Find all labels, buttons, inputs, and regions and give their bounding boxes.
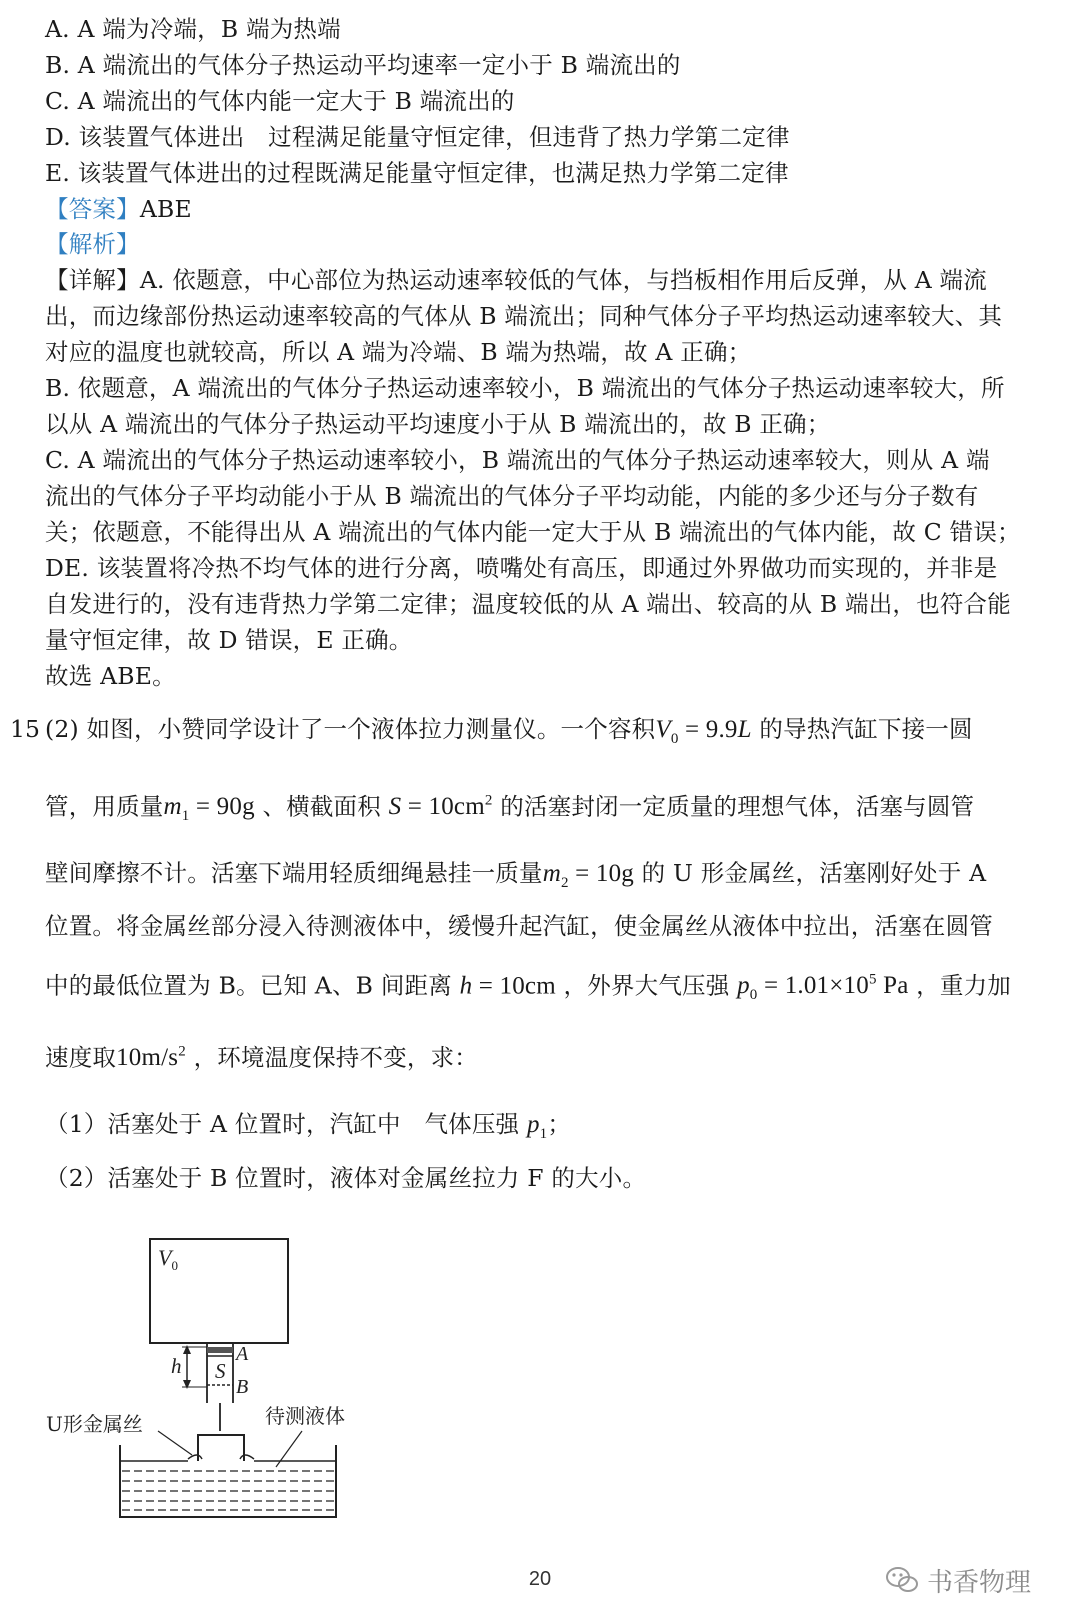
liquid-hatching (122, 1471, 334, 1510)
answer-value: ABE (139, 195, 192, 223)
question-line-2: 管，用质量$m_1 = 90g$ 、横截面积 $S = 10cm^2$ 的活塞封闭一定质量的理想气体，活塞与圆管 (45, 792, 975, 825)
detail-label: 【详解】 (45, 266, 140, 294)
detail-line-8: 关；依题意，不能得出从 A 端流出的气体内能一定大于从 B 端流出的气体内能，故 C 错误； (45, 518, 1021, 546)
label-h: h (171, 1354, 182, 1378)
v0-label: $V_0$ (158, 1245, 178, 1273)
label-a: A (236, 1343, 249, 1365)
u-wire-label: U形金属丝 (46, 1412, 143, 1436)
answer-label: 【答案】 (45, 195, 140, 223)
u-wire (198, 1435, 244, 1461)
label-s: S (215, 1359, 226, 1383)
question-line-3: 壁间摩擦不计。活塞下端用轻质细绳悬挂一质量$m_2 = 10g$ 的 U 形金属丝，活塞刚好处于 A (45, 859, 987, 891)
question-line-4: 位置。将金属丝部分浸入待测液体中，缓慢升起汽缸，使金属丝从液体中拉出，活塞在圆管 (45, 912, 993, 940)
detail-line-4: B. 依题意，A 端流出的气体分子热运动速率较小，B 端流出的气体分子热运动速率较大，所 (45, 374, 1005, 402)
detail-line-5: 以从 A 端流出的气体分子热运动平均速度小于从 B 端流出的，故 B 正确； (45, 410, 831, 438)
option-b: B. A 端流出的气体分子热运动平均速率一定小于 B 端流出的 (45, 51, 681, 79)
sub-question-1: （1）活塞处于 A 位置时，汽缸中 气体压强 $p_1$； (45, 1110, 572, 1142)
page-number: 20 (528, 1568, 552, 1590)
detail-line-12: 故选 ABE。 (45, 662, 176, 690)
detail-line-9: DE. 该装置将冷热不均气体的进行分离，喷嘴处有高压，即通过外界做功而实现的，并非是 (45, 554, 998, 582)
detail-line-7: 流出的气体分子平均动能小于从 B 端流出的气体分子平均动能，内能的多少还与分子数有 (45, 482, 979, 510)
apparatus-figure (40, 1235, 380, 1525)
label-b: B (236, 1376, 249, 1398)
detail-line-1: 【详解】A. 依题意，中心部位为热运动速率较低的气体，与挡板相作用后反弹，从 A 端流 (45, 266, 987, 294)
detail-line-6: C. A 端流出的气体分子热运动速率较小，B 端流出的气体分子热运动速率较大，则从 A 端 (45, 446, 990, 474)
question-line-5: 中的最低位置为 B。已知 A、B 间距离 h = 10cm ，外界大气压强 $p_0 = 1.01\times 10^5$ Pa ，重力加 (45, 971, 1011, 1004)
piston-a (207, 1347, 233, 1353)
detail-line-11: 量守恒定律，故 D 错误，E 正确。 (45, 626, 413, 654)
detail-line-3: 对应的温度也就较高，所以 A 端为冷端、B 端为热端，故 A 正确； (45, 338, 752, 366)
watermark-text: 书香物理 (927, 1567, 1032, 1598)
question-number: 15 (10, 715, 40, 743)
detail-line-10: 自发进行的，没有违背热力学第二定律；温度较低的从 A 端出、较高的从 B 端出，也符合能 (45, 590, 1011, 618)
detail-line-2: 出，而边缘部份热运动速率较高的气体从 B 端流出；同种气体分子平均热运动速率较大、其 (45, 302, 1003, 330)
option-c: C. A 端流出的气体内能一定大于 B 端流出的 (45, 87, 515, 115)
wechat-icon (885, 1565, 919, 1595)
question-line-6: 速度取$10m/s^2$ ，环境温度保持不变，求： (45, 1043, 479, 1072)
sub-question-2: （2）活塞处于 B 位置时，液体对金属丝拉力 F 的大小。 (45, 1164, 647, 1192)
option-d: D. 该装置气体进出 过程满足能量守恒定律，但违背了热力学第二定律 (45, 123, 790, 151)
option-e: E. 该装置气体进出的过程既满足能量守恒定律，也满足热力学第二定律 (45, 159, 789, 187)
liquid-label: 待测液体 (265, 1404, 345, 1428)
answer-line (45, 194, 192, 224)
watermark (885, 1560, 1031, 1600)
analysis-label: 【解析】 (45, 230, 140, 258)
question-line-1: (2) 如图，小赞同学设计了一个液体拉力测量仪。一个容积$V_0 = 9.9L$ 的导热汽缸下接一圆 (45, 715, 973, 747)
option-a: A. A 端为冷端，B 端为热端 (45, 15, 341, 43)
